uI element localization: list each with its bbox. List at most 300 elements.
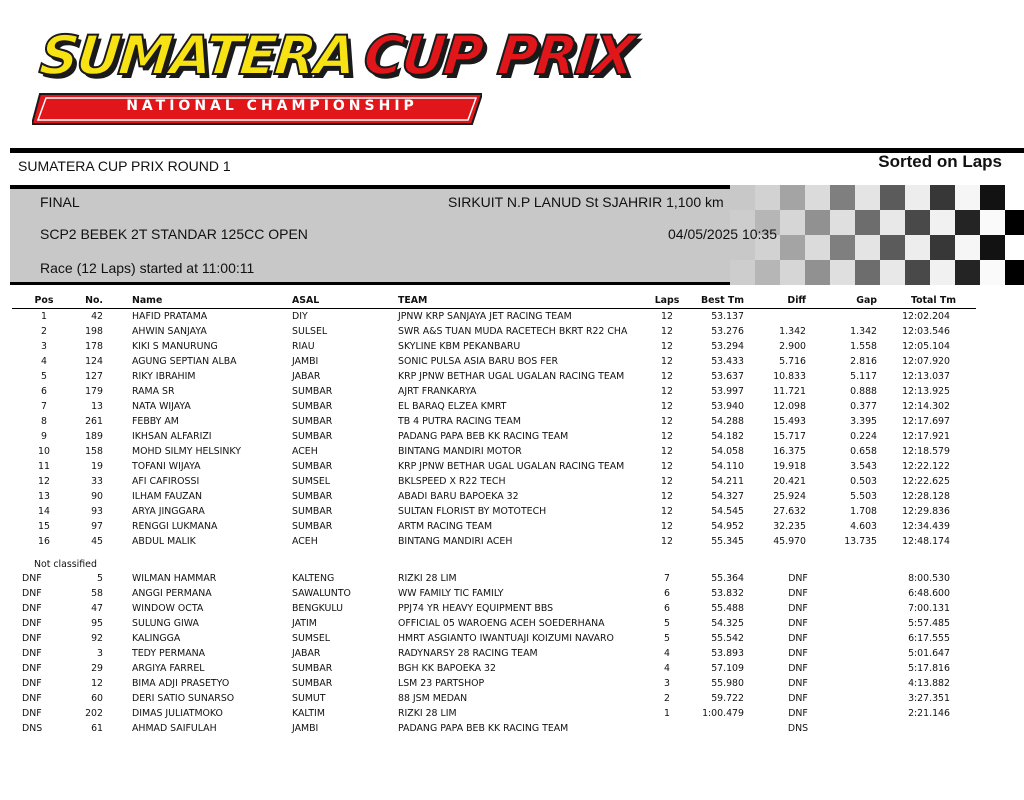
checker-square <box>830 185 855 210</box>
table-cell: 54.110 <box>711 461 744 472</box>
table-cell: 12 <box>661 506 673 517</box>
session-name: FINAL <box>40 194 80 210</box>
table-cell: 124 <box>85 356 103 367</box>
table-cell: 12:22.122 <box>902 461 950 472</box>
table-cell: 1.558 <box>850 341 877 352</box>
table-cell: 5 <box>664 618 670 629</box>
checker-square <box>755 185 780 210</box>
table-cell: 53.940 <box>711 401 744 412</box>
table-cell: 12 <box>661 446 673 457</box>
table-cell: SONIC PULSA ASIA BARU BOS FER <box>398 356 559 367</box>
logo-title-cup-prix: CUP PRIX <box>360 24 637 87</box>
table-row <box>12 429 976 444</box>
table-cell: 1:00.479 <box>702 708 744 719</box>
table-cell: ACEH <box>292 446 318 457</box>
table-cell: 2.816 <box>850 356 877 367</box>
checker-square <box>780 210 805 235</box>
table-cell: KALTENG <box>292 573 335 584</box>
logo-subtitle: NATIONAL CHAMPIONSHIP <box>126 98 418 114</box>
table-cell: 12:13.925 <box>902 386 950 397</box>
table-cell: SUMBAR <box>292 401 333 412</box>
table-cell: 53.997 <box>711 386 744 397</box>
table-cell: 90 <box>91 491 103 502</box>
table-cell: 7 <box>664 573 670 584</box>
table-cell: 4.603 <box>850 521 877 532</box>
checker-square <box>830 210 855 235</box>
table-row <box>12 519 976 534</box>
checker-square <box>805 185 830 210</box>
table-cell: 13 <box>38 491 50 502</box>
table-cell: SULUNG GIWA <box>132 618 199 629</box>
table-cell: 33 <box>91 476 103 487</box>
table-cell: 15.493 <box>773 416 806 427</box>
checker-square <box>830 235 855 260</box>
table-cell: 57.109 <box>711 663 744 674</box>
table-cell: SUMBAR <box>292 663 333 674</box>
checker-square <box>980 185 1005 210</box>
column-header: TEAM <box>398 295 428 306</box>
table-cell: 202 <box>85 708 103 719</box>
table-cell: 127 <box>85 371 103 382</box>
checker-square <box>880 210 905 235</box>
table-cell: 58 <box>91 588 103 599</box>
table-cell: EL BARAQ ELZEA KMRT <box>398 401 507 412</box>
table-cell: 12:03.546 <box>902 326 950 337</box>
table-cell: 25.924 <box>773 491 806 502</box>
checker-square <box>805 210 830 235</box>
table-cell: SUMBAR <box>292 416 333 427</box>
table-cell: DNF <box>788 663 808 674</box>
checker-square <box>805 260 830 285</box>
table-cell: 3.543 <box>850 461 877 472</box>
table-cell: 12 <box>661 341 673 352</box>
table-cell: 55.542 <box>711 633 744 644</box>
table-cell: 15.717 <box>773 431 806 442</box>
table-cell: 7 <box>41 401 47 412</box>
table-cell: ABADI BARU BAPOEKA 32 <box>398 491 519 502</box>
table-cell: 0.503 <box>850 476 877 487</box>
table-cell: 261 <box>85 416 103 427</box>
table-cell: RIKY IBRAHIM <box>132 371 196 382</box>
header-top-rule <box>10 148 1024 153</box>
table-cell: JATIM <box>292 618 317 629</box>
not-classified-results <box>12 571 976 736</box>
table-cell: SUMBAR <box>292 491 333 502</box>
table-cell: RENGGI LUKMANA <box>132 521 218 532</box>
table-cell: 12 <box>661 326 673 337</box>
table-cell: SUMBAR <box>292 386 333 397</box>
table-cell: 3:27.351 <box>908 693 950 704</box>
table-cell: PADANG PAPA BEB KK RACING TEAM <box>398 431 569 442</box>
table-cell: 179 <box>85 386 103 397</box>
table-cell: 55.488 <box>711 603 744 614</box>
table-cell: 158 <box>85 446 103 457</box>
column-header: Total Tm <box>910 295 956 306</box>
table-cell: 6 <box>664 588 670 599</box>
table-cell: 5.117 <box>850 371 877 382</box>
column-header: Name <box>132 295 163 306</box>
table-cell: 59.722 <box>711 693 744 704</box>
table-cell: SUMBAR <box>292 461 333 472</box>
table-cell: BINTANG MANDIRI MOTOR <box>398 446 522 457</box>
checker-square <box>730 260 755 285</box>
table-cell: SUMUT <box>292 693 326 704</box>
logo-title <box>37 24 637 88</box>
table-cell: 1 <box>41 311 47 322</box>
table-cell: 60 <box>91 693 103 704</box>
table-cell: DIY <box>292 311 308 322</box>
table-cell: 11 <box>38 461 50 472</box>
table-cell: SUMSEL <box>292 476 330 487</box>
table-cell: 55.345 <box>711 536 744 547</box>
table-cell: DNF <box>788 678 808 689</box>
table-cell: 6 <box>41 386 47 397</box>
table-cell: RAMA SR <box>132 386 175 397</box>
table-cell: 12.098 <box>773 401 806 412</box>
table-cell: 54.325 <box>711 618 744 629</box>
table-cell: 54.952 <box>711 521 744 532</box>
table-cell: 0.224 <box>850 431 877 442</box>
table-cell: 12:17.697 <box>902 416 950 427</box>
table-cell: 54.545 <box>711 506 744 517</box>
table-row <box>12 489 976 504</box>
checker-square <box>780 260 805 285</box>
race-datetime: 04/05/2025 10:35 <box>668 226 777 242</box>
race-start-info: Race (12 Laps) started at 11:00:11 <box>40 260 255 276</box>
table-cell: 9 <box>41 431 47 442</box>
table-cell: DIMAS JULIATMOKO <box>132 708 223 719</box>
checker-square <box>955 210 980 235</box>
checker-square <box>930 185 955 210</box>
checker-square <box>780 185 805 210</box>
table-cell: 95 <box>91 618 103 629</box>
checker-square <box>930 260 955 285</box>
table-cell: FEBBY AM <box>132 416 179 427</box>
table-cell: 7:00.131 <box>908 603 950 614</box>
table-cell: 93 <box>91 506 103 517</box>
table-cell: 13.735 <box>844 536 877 547</box>
table-cell: 88 JSM MEDAN <box>398 693 468 704</box>
table-cell: RIZKI 28 LIM <box>398 708 457 719</box>
column-header: Laps <box>654 295 680 306</box>
table-row <box>12 384 976 399</box>
table-cell: 12:17.921 <box>902 431 950 442</box>
table-cell: 53.893 <box>711 648 744 659</box>
table-cell: 53.137 <box>711 311 744 322</box>
table-cell: DNF <box>788 648 808 659</box>
table-cell: HMRT ASGIANTO IWANTUAJI KOIZUMI NAVARO <box>398 633 614 644</box>
table-cell: KALINGGA <box>132 633 181 644</box>
table-cell: AFI CAFIROSSI <box>132 476 200 487</box>
table-cell: OFFICIAL 05 WAROENG ACEH SOEDERHANA <box>398 618 605 629</box>
table-cell: TB 4 PUTRA RACING TEAM <box>398 416 521 427</box>
sort-label: Sorted on Laps <box>878 152 1002 171</box>
table-cell: 92 <box>91 633 103 644</box>
table-cell: RIZKI 28 LIM <box>398 573 457 584</box>
table-cell: SUMSEL <box>292 633 330 644</box>
table-cell: 53.276 <box>711 326 744 337</box>
table-cell: DNF <box>22 633 42 644</box>
checker-square <box>855 235 880 260</box>
table-cell: 5 <box>664 633 670 644</box>
table-row <box>12 586 976 601</box>
table-cell: 5.503 <box>850 491 877 502</box>
table-cell: TEDY PERMANA <box>132 648 206 659</box>
table-cell: 97 <box>91 521 103 532</box>
table-cell: 12 <box>91 678 103 689</box>
table-cell: 12:28.128 <box>902 491 950 502</box>
table-cell: 12 <box>661 461 673 472</box>
checker-square <box>905 235 930 260</box>
table-cell: JAMBI <box>292 356 319 367</box>
table-cell: 12 <box>661 356 673 367</box>
checker-square <box>930 235 955 260</box>
table-cell: 16.375 <box>773 446 806 457</box>
table-cell: DNF <box>22 678 42 689</box>
table-cell: 29 <box>91 663 103 674</box>
table-cell: 5 <box>41 371 47 382</box>
table-cell: RIAU <box>292 341 315 352</box>
table-cell: NATA WIJAYA <box>132 401 191 412</box>
table-cell: SUMBAR <box>292 506 333 517</box>
table-cell: 1.708 <box>850 506 877 517</box>
table-cell: 53.433 <box>711 356 744 367</box>
table-cell: DNF <box>788 588 808 599</box>
table-row <box>12 444 976 459</box>
table-cell: DNF <box>788 573 808 584</box>
table-cell: TOFANI WIJAYA <box>132 461 201 472</box>
table-cell: 12:13.037 <box>902 371 950 382</box>
checker-square <box>905 210 930 235</box>
table-row <box>12 414 976 429</box>
table-cell: DNF <box>22 708 42 719</box>
table-cell: 6:17.555 <box>908 633 950 644</box>
table-cell: DNF <box>22 693 42 704</box>
table-cell: 12 <box>661 536 673 547</box>
column-header: Diff <box>787 295 806 306</box>
checker-square <box>1005 235 1024 260</box>
checker-square <box>780 235 805 260</box>
table-cell: RADYNARSY 28 RACING TEAM <box>398 648 538 659</box>
table-cell: DNF <box>788 693 808 704</box>
table-cell: DNF <box>22 618 42 629</box>
table-cell: 54.327 <box>711 491 744 502</box>
table-cell: WINDOW OCTA <box>132 603 204 614</box>
table-row <box>12 691 976 706</box>
table-row <box>12 601 976 616</box>
table-cell: 4:13.882 <box>908 678 950 689</box>
table-cell: SUMBAR <box>292 431 333 442</box>
checker-square <box>830 260 855 285</box>
table-cell: 1.342 <box>850 326 877 337</box>
table-row <box>12 324 976 339</box>
table-cell: DNF <box>788 708 808 719</box>
checker-square <box>955 235 980 260</box>
table-cell: 12:22.625 <box>902 476 950 487</box>
table-cell: SULSEL <box>292 326 328 337</box>
table-cell: AHMAD SAIFULAH <box>132 723 217 734</box>
table-cell: BENGKULU <box>292 603 344 614</box>
table-cell: KRP JPNW BETHAR UGAL UGALAN RACING TEAM <box>398 371 625 382</box>
table-cell: 12 <box>661 371 673 382</box>
table-cell: 2.900 <box>779 341 806 352</box>
table-cell: 55.364 <box>711 573 744 584</box>
table-row <box>12 504 976 519</box>
table-cell: AJRT FRANKARYA <box>398 386 477 397</box>
table-row <box>12 571 976 586</box>
table-cell: 53.294 <box>711 341 744 352</box>
table-cell: 1.342 <box>779 326 806 337</box>
table-cell: 61 <box>91 723 103 734</box>
checker-square <box>755 260 780 285</box>
table-cell: PADANG PAPA BEB KK RACING TEAM <box>398 723 569 734</box>
table-row <box>12 474 976 489</box>
table-cell: ARGIYA FARREL <box>132 663 205 674</box>
checker-square <box>955 260 980 285</box>
circuit-name: SIRKUIT N.P LANUD St SJAHRIR 1,100 km <box>448 194 724 210</box>
table-row <box>12 646 976 661</box>
table-row <box>12 309 976 324</box>
table-cell: 8 <box>41 416 47 427</box>
table-cell: 12:29.836 <box>902 506 950 517</box>
table-cell: 42 <box>91 311 103 322</box>
column-header: ASAL <box>292 295 320 306</box>
checker-square <box>1005 210 1024 235</box>
table-cell: 5:17.816 <box>908 663 950 674</box>
column-header: Pos <box>34 295 54 306</box>
table-cell: 13 <box>91 401 103 412</box>
checker-square <box>1005 260 1024 285</box>
table-cell: 6 <box>664 603 670 614</box>
table-header-row <box>12 294 976 309</box>
table-cell: 2:21.146 <box>908 708 950 719</box>
table-cell: 5:01.647 <box>908 648 950 659</box>
table-cell: BIMA ADJI PRASETYO <box>132 678 230 689</box>
table-cell: 45.970 <box>773 536 806 547</box>
table-cell: 12:18.579 <box>902 446 950 457</box>
table-cell: 16 <box>38 536 50 547</box>
table-cell: DNF <box>788 603 808 614</box>
results-table <box>12 294 976 736</box>
table-cell: 19.918 <box>773 461 806 472</box>
table-cell: 53.637 <box>711 371 744 382</box>
table-cell: 3 <box>97 648 103 659</box>
table-row <box>12 339 976 354</box>
table-cell: IKHSAN ALFARIZI <box>132 431 212 442</box>
table-cell: 0.377 <box>850 401 877 412</box>
table-cell: 5 <box>97 573 103 584</box>
table-cell: 3 <box>664 678 670 689</box>
table-cell: 5:57.485 <box>908 618 950 629</box>
table-cell: 55.980 <box>711 678 744 689</box>
table-cell: 2 <box>41 326 47 337</box>
table-row <box>12 631 976 646</box>
table-cell: 12:34.439 <box>902 521 950 532</box>
table-cell: DNF <box>22 663 42 674</box>
table-cell: BGH KK BAPOEKA 32 <box>398 663 496 674</box>
table-cell: SKYLINE KBM PEKANBARU <box>398 341 521 352</box>
table-cell: WILMAN HAMMAR <box>132 573 217 584</box>
table-row <box>12 721 976 736</box>
table-cell: 11.721 <box>773 386 806 397</box>
table-cell: 2 <box>664 693 670 704</box>
table-cell: BINTANG MANDIRI ACEH <box>398 536 513 547</box>
table-cell: ILHAM FAUZAN <box>132 491 203 502</box>
table-cell: AGUNG SEPTIAN ALBA <box>132 356 237 367</box>
table-cell: 32.235 <box>773 521 806 532</box>
table-cell: SWR A&S TUAN MUDA RACETECH BKRT R22 CHA <box>398 326 628 337</box>
logo-title-sumatera: SUMATERA <box>36 24 358 87</box>
table-row <box>12 354 976 369</box>
table-cell: ACEH <box>292 536 318 547</box>
table-cell: DNF <box>22 588 42 599</box>
table-cell: 5.716 <box>779 356 806 367</box>
table-cell: 12:05.104 <box>902 341 950 352</box>
table-cell: 6:48.600 <box>908 588 950 599</box>
table-cell: 14 <box>38 506 50 517</box>
checker-square <box>880 235 905 260</box>
table-cell: KALTIM <box>292 708 325 719</box>
table-cell: JAMBI <box>292 723 319 734</box>
table-cell: 10.833 <box>773 371 806 382</box>
table-cell: 27.632 <box>773 506 806 517</box>
table-cell: 20.421 <box>773 476 806 487</box>
table-cell: 8:00.530 <box>908 573 950 584</box>
checker-square <box>855 260 880 285</box>
checker-square <box>880 185 905 210</box>
table-cell: HAFID PRATAMA <box>132 311 208 322</box>
table-cell: 4 <box>664 663 670 674</box>
table-cell: BKLSPEED X R22 TECH <box>398 476 506 487</box>
table-cell: JABAR <box>292 371 321 382</box>
table-cell: 1 <box>664 708 670 719</box>
table-cell: 12 <box>38 476 50 487</box>
table-cell: AHWIN SANJAYA <box>132 326 207 337</box>
table-cell: 4 <box>664 648 670 659</box>
checker-square <box>805 235 830 260</box>
table-row <box>12 399 976 414</box>
table-cell: SAWALUNTO <box>292 588 351 599</box>
table-cell: SUMBAR <box>292 678 333 689</box>
table-cell: SULTAN FLORIST BY MOTOTECH <box>398 506 547 517</box>
race-class: SCP2 BEBEK 2T STANDAR 125CC OPEN <box>40 226 308 242</box>
table-cell: PPJ74 YR HEAVY EQUIPMENT BBS <box>398 603 554 614</box>
table-cell: 3.395 <box>850 416 877 427</box>
checker-square <box>1005 185 1024 210</box>
table-cell: 0.658 <box>850 446 877 457</box>
checker-square <box>880 260 905 285</box>
table-cell: 15 <box>38 521 50 532</box>
table-cell: SUMBAR <box>292 521 333 532</box>
table-row <box>12 706 976 721</box>
table-cell: 12 <box>661 476 673 487</box>
table-cell: 12 <box>661 311 673 322</box>
table-cell: 4 <box>41 356 47 367</box>
table-cell: 45 <box>91 536 103 547</box>
table-cell: 12:48.174 <box>902 536 950 547</box>
table-cell: 54.288 <box>711 416 744 427</box>
table-row <box>12 534 976 549</box>
table-cell: 54.211 <box>711 476 744 487</box>
table-cell: 54.058 <box>711 446 744 457</box>
table-cell: 0.888 <box>850 386 877 397</box>
table-cell: 198 <box>85 326 103 337</box>
table-cell: 19 <box>91 461 103 472</box>
table-cell: 54.182 <box>711 431 744 442</box>
table-cell: 3 <box>41 341 47 352</box>
table-cell: ARYA JINGGARA <box>132 506 205 517</box>
checker-square <box>980 260 1005 285</box>
